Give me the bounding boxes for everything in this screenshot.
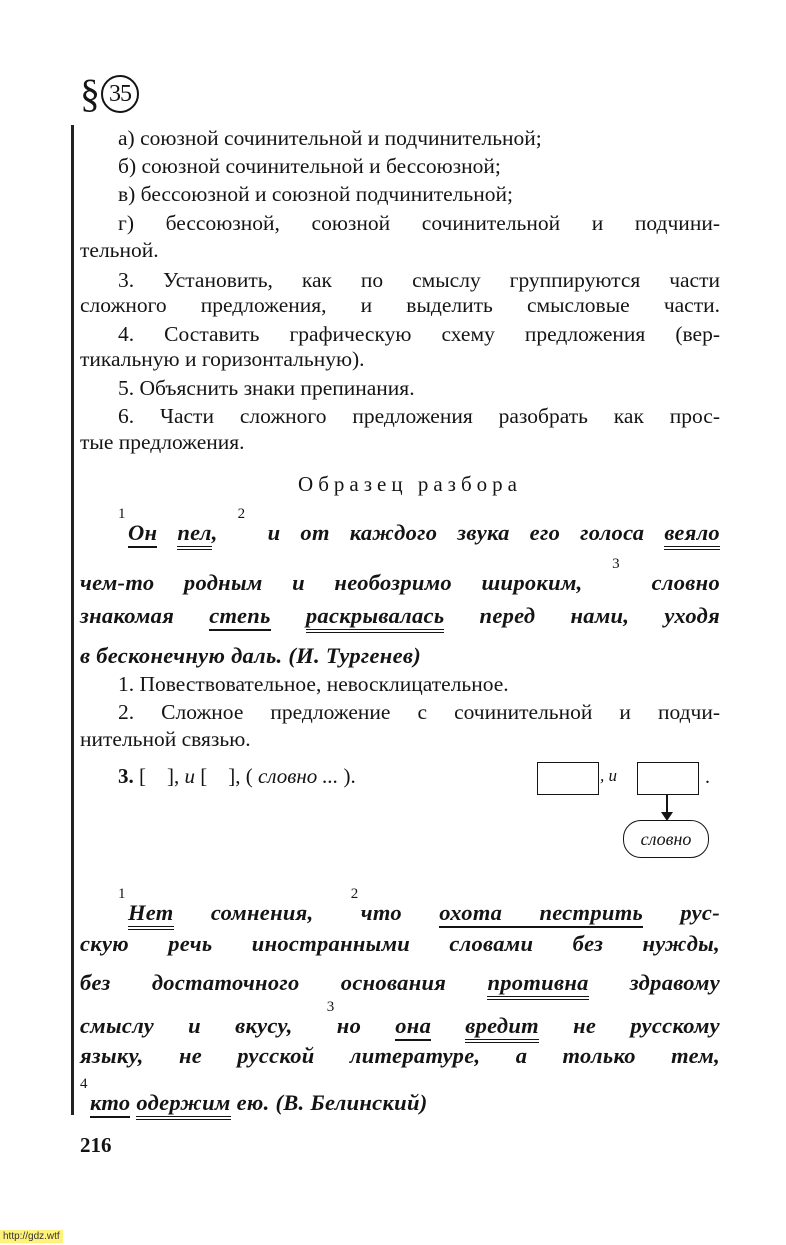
text-line: [80, 556, 721, 600]
segment-text: в бесконечную даль.: [80, 643, 283, 668]
text-line: [118, 124, 720, 152]
text-line: [118, 266, 720, 294]
segment-text: ею.: [230, 1090, 270, 1115]
text-line: [80, 291, 720, 319]
segment-text: [157, 520, 177, 545]
text-line: [80, 642, 720, 670]
segment-text: нительной связью.: [80, 727, 251, 751]
text-line: [118, 698, 720, 726]
bracket: [: [195, 764, 213, 788]
segment-predicate: пел: [177, 520, 211, 550]
segment-text: тельной.: [80, 238, 159, 262]
diagram-box-1: [537, 762, 599, 795]
text-line: [80, 999, 720, 1043]
segment-subject: она: [395, 1013, 431, 1041]
scheme-word: словно ...: [258, 764, 339, 788]
segment-text: 6. Части сложного предложения разобрать как прос-: [118, 404, 720, 428]
text-line: [118, 506, 720, 550]
segment-text: знакомая: [80, 603, 210, 628]
margin-bar: [71, 125, 74, 1115]
segment-text: словно: [622, 570, 721, 595]
bracket: ],: [151, 764, 180, 788]
segment-text: 2. Сложное предложение с сочинительной и подчи-: [118, 700, 720, 724]
bracket: ).: [338, 764, 356, 788]
diagram-oval: словно: [623, 820, 709, 858]
section-header: [80, 72, 139, 116]
segment-predicate: раскрывалась: [306, 603, 445, 633]
segment-text: тикальную и горизонтальную).: [80, 347, 365, 371]
watermark: http://gdz.wtf: [0, 1230, 63, 1243]
segment-index: 1: [118, 506, 126, 522]
text-line: [80, 602, 720, 630]
section-number: 35: [101, 75, 139, 113]
segment-text: в) бессоюзной и союзной подчинительной;: [118, 182, 513, 206]
segment-index: 2: [350, 886, 359, 902]
segment-text: языку, не русской литературе, а только тем,: [80, 1043, 720, 1068]
text-line: [118, 670, 720, 698]
segment-text: здравому: [588, 970, 720, 995]
text-line: [118, 374, 720, 402]
segment-text: перед нами, уходя: [444, 603, 720, 628]
text-line: [80, 1076, 720, 1120]
segment-text: б) союзной сочинительной и бессоюзной;: [118, 154, 501, 178]
segment-text: сложного предложения, и выделить смысловые части.: [80, 293, 720, 317]
segment-index: 3: [326, 999, 335, 1015]
linear-scheme: [118, 764, 356, 789]
text-line: [118, 209, 720, 237]
segment-text: рус-: [643, 900, 720, 925]
text-line: [118, 180, 720, 208]
segment-text: 1. Повествовательное, невосклицательное.: [118, 672, 509, 696]
scheme-conj: и: [179, 764, 195, 788]
segment-source: (В. Белинский): [269, 1090, 428, 1115]
segment-text: а) союзной сочинительной и подчинительной;: [118, 126, 542, 150]
text-line: [118, 152, 720, 180]
diagram-box-2: [637, 762, 699, 795]
segment-predicate: противна: [487, 970, 588, 1000]
page-number: 216: [80, 1133, 112, 1157]
segment-predicate: одержим: [136, 1090, 230, 1120]
sample-heading: Образец разбора: [298, 472, 522, 496]
segment-text: тые предложения.: [80, 430, 245, 454]
text-line: [118, 402, 720, 430]
text-line: [80, 930, 720, 958]
segment-subject: кто: [90, 1090, 130, 1118]
segment-source: (И. Тургенев): [282, 643, 421, 668]
segment-predicate: вредит: [465, 1013, 539, 1043]
segment-index: 4: [80, 1076, 88, 1092]
segment-text: скую речь иностранными словами без нужды,: [80, 931, 720, 956]
segment-subject: степь: [209, 603, 270, 631]
diagram-separator: , и: [600, 766, 617, 785]
segment-predicate: веяло: [664, 520, 720, 550]
text-line: [80, 236, 720, 264]
text-line: [118, 886, 720, 930]
segment-text: сомнения,: [173, 900, 351, 925]
segment-text: [271, 603, 306, 628]
section-symbol: §: [80, 71, 100, 116]
segment-text: ,: [211, 520, 238, 545]
segment-text: что: [360, 900, 440, 925]
segment-text: чем-то родным и необозримо широким,: [80, 570, 613, 595]
diagram-end: .: [705, 766, 710, 788]
segment-index: 2: [237, 506, 246, 522]
bracket: ], (: [212, 764, 258, 788]
segment-text: 5. Объяснить знаки препинания.: [118, 376, 415, 400]
text-line: [118, 320, 720, 348]
segment-index: 1: [118, 886, 126, 902]
segment-subject: Он: [128, 520, 157, 548]
text-line: [80, 725, 720, 753]
segment-text: [431, 1013, 465, 1038]
segment-text: не русскому: [539, 1013, 720, 1038]
text-line: [80, 428, 720, 456]
segment-text: 3. Установить, как по смыслу группируются части: [118, 268, 720, 292]
scheme-number: 3.: [118, 764, 134, 788]
text-line: [80, 969, 720, 997]
segment-index: 3: [612, 556, 620, 572]
segment-text: без достаточного основания: [80, 970, 488, 995]
segment-text: и от каждого звука его голоса: [247, 520, 665, 545]
text-line: [80, 1042, 720, 1070]
segment-text: г) бессоюзной, союзной сочинительной и подчини-: [118, 211, 720, 235]
segment-predicate: Нет: [128, 900, 174, 930]
segment-subject: охота пестрить: [439, 900, 643, 928]
segment-text: 4. Составить графическую схему предложения (вер-: [118, 322, 720, 346]
segment-text: но: [336, 1013, 396, 1038]
text-line: [80, 345, 720, 373]
segment-text: смыслу и вкусу,: [80, 1013, 327, 1038]
bracket: [: [133, 764, 152, 788]
